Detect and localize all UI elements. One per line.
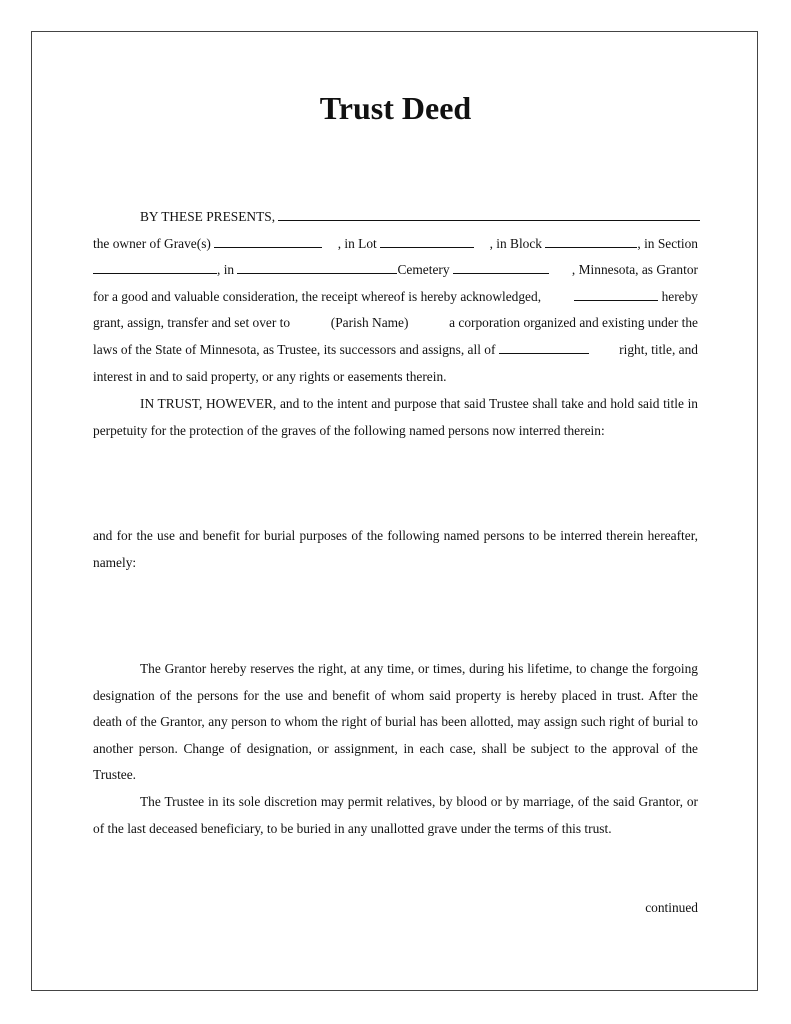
interest-blank[interactable] (499, 341, 589, 354)
grantor-name-blank[interactable] (278, 208, 700, 221)
corporation-text: a corporation organized and existing under the (449, 315, 698, 331)
section-label: , in Section (637, 235, 698, 251)
laws-text: laws of the State of Minnesota, as Trustee, its successors and assigns, all of (93, 341, 496, 357)
burial-use-paragraph (93, 523, 698, 576)
block-blank[interactable] (545, 235, 637, 248)
reservation-paragraph (93, 656, 698, 789)
consideration-text: for a good and valuable consideration, the receipt whereof is hereby acknowledged, (93, 288, 542, 304)
city-blank[interactable] (453, 261, 549, 274)
grantor-label: , Minnesota, as Grantor (571, 262, 698, 278)
hereby-text: hereby (661, 288, 698, 304)
section-blank[interactable] (93, 261, 217, 274)
block-label: , in Block (489, 235, 543, 251)
acknowledged-blank[interactable] (574, 288, 658, 301)
cemetery-label: Cemetery (397, 262, 450, 278)
discretion-paragraph (93, 789, 698, 842)
lot-label: , in Lot (337, 235, 377, 251)
parish-name-field[interactable]: (Parish Name) (330, 315, 409, 331)
continued-label: continued (645, 900, 698, 915)
grave-label: the owner of Grave(s) (93, 235, 211, 251)
in-label: , in (217, 262, 235, 278)
cemetery-blank[interactable] (237, 261, 397, 274)
document-title: Trust Deed (319, 90, 472, 126)
discretion-text: The Trustee in its sole discretion may permit relatives, by blood or by marriage, of the said Grantor, or of the last deceased beneficiary, to be buried in any unallotted grave under the terms of this trust. (93, 794, 698, 836)
reservation-text: The Grantor hereby reserves the right, at any time, or times, during his lifetime, to change the forgoing designation of the persons for the use and benefit of whom said property is hereby placed in trust. After the death of the Grantor, any person to whom the right of burial has been allotted, may assign such right of burial to another person. Change of designation, or assignment, in each case, shall be subject to the approval of the Trustee. (93, 661, 698, 783)
page-border (31, 31, 758, 991)
grant-text: grant, assign, transfer and set over to (93, 315, 291, 331)
trust-paragraph (93, 391, 698, 444)
presents-label: BY THESE PRESENTS, (140, 209, 276, 224)
burial-use-text: and for the use and benefit for burial purposes of the following named persons to be interred therein hereafter, namely: (93, 528, 698, 570)
trust-text: IN TRUST, HOWEVER, and to the intent and purpose that said Trustee shall take and hold said title in perpetuity for the protection of the graves of the following named persons now interred therein: (93, 396, 698, 438)
grant-paragraph (93, 204, 698, 390)
lot-blank[interactable] (380, 235, 474, 248)
right-title-text: right, title, and (619, 341, 698, 357)
grave-blank[interactable] (214, 235, 322, 248)
interest-text: interest in and to said property, or any rights or easements therein. (93, 368, 447, 384)
